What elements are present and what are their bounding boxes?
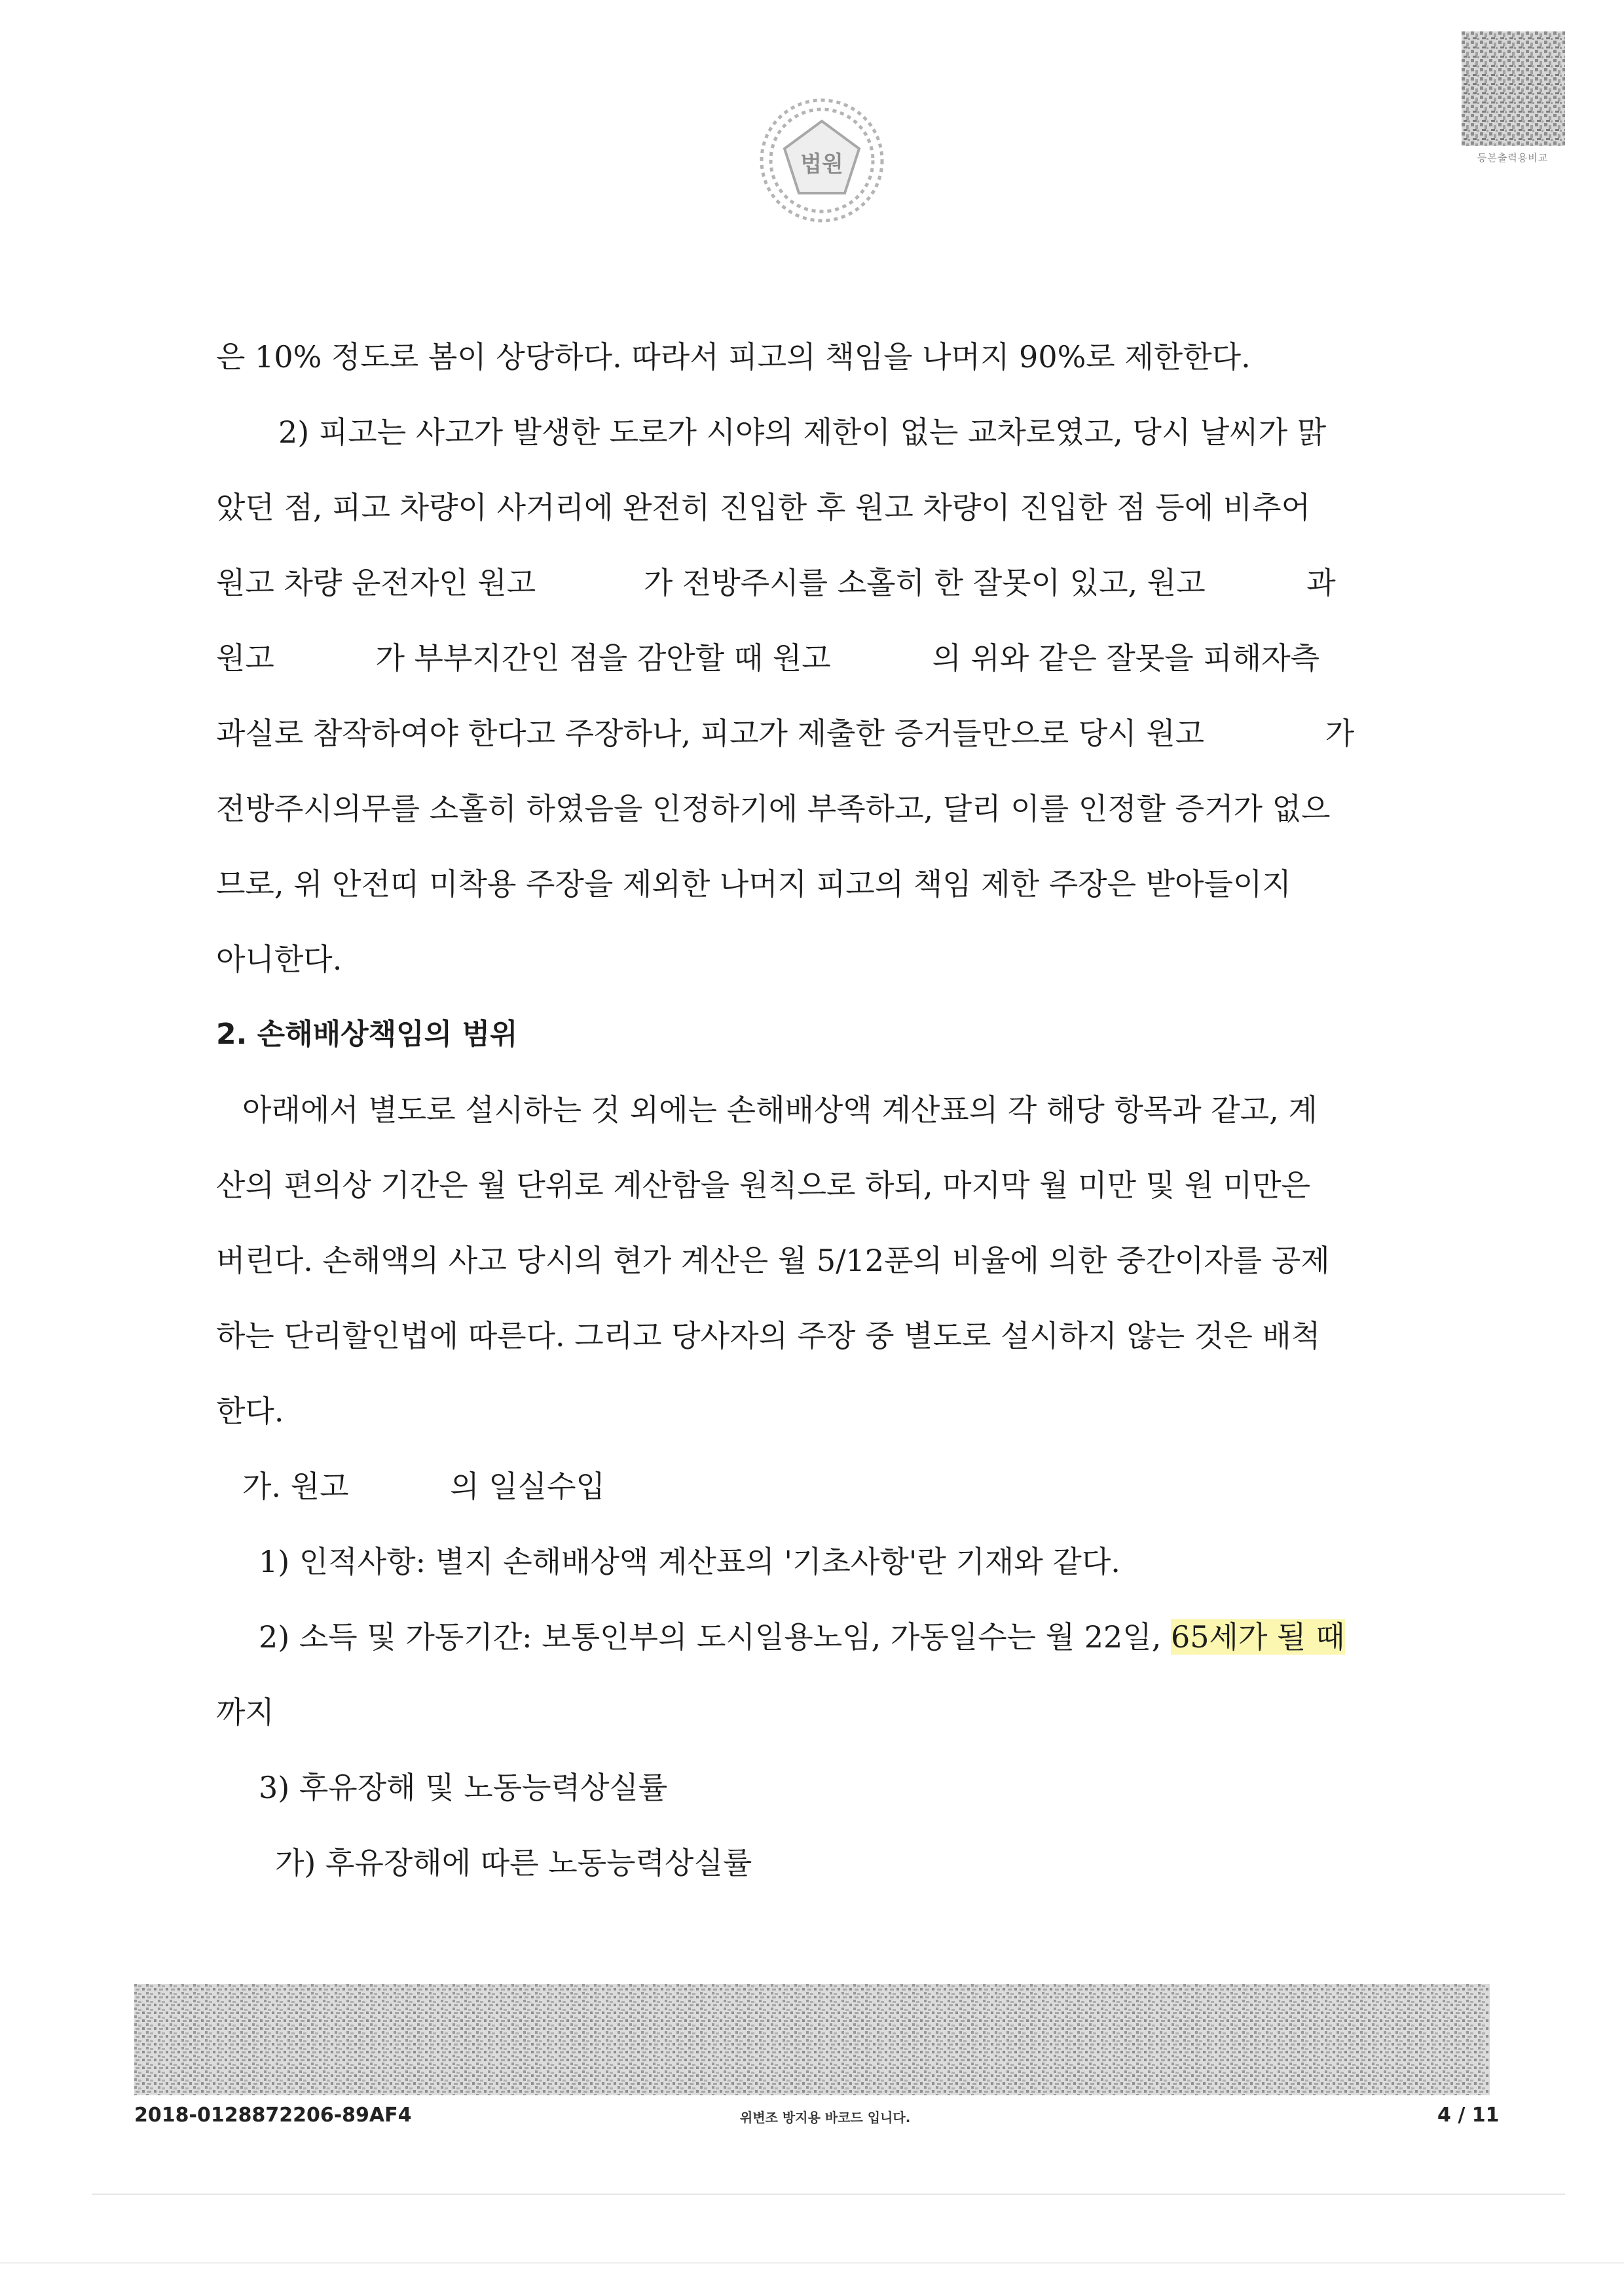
document-id: 2018-0128872206-89AF4 (134, 2104, 412, 2127)
body-line: 은 10% 정도로 봄이 상당하다. 따라서 피고의 책임을 나머지 90%로 제한한다. (216, 339, 1251, 375)
anti-forgery-barcode (134, 1984, 1490, 2095)
body-line: 버린다. 손해액의 사고 당시의 현가 계산은 월 5/12푼의 비율에 의한 중간이자를 공제 (216, 1243, 1330, 1278)
subsection-heading (242, 1467, 605, 1506)
highlighted-text: 65세가 될 때 (1171, 1619, 1345, 1655)
body-text: 가. 원고 (242, 1469, 359, 1504)
seal-text: 법원 (800, 151, 843, 177)
body-text: 가 (1325, 716, 1355, 751)
body-text: 원고 (216, 640, 284, 676)
body-text: 과실로 참작하여야 한다고 주장하나, 피고가 제출한 증거들만으로 당시 원고 (216, 716, 1214, 751)
body-line: 가) 후유장해에 따른 노동능력상실률 (275, 1845, 752, 1881)
body-line: 산의 편의상 기간은 월 단위로 계산함을 원칙으로 하되, 마지막 월 미만 및 원 미만은 (216, 1167, 1311, 1203)
body-text: 의 위와 같은 잘못을 피해자측 (932, 640, 1320, 676)
body-line (216, 714, 1354, 753)
redacted-name (284, 638, 376, 678)
body-text: 원고 차량 운전자인 원고 (216, 565, 545, 600)
redacted-name (358, 1467, 450, 1506)
body-line: 하는 단리할인법에 따른다. 그리고 당사자의 주장 중 별도로 설시하지 않는 것은 배척 (216, 1318, 1321, 1353)
body-line (259, 1617, 1345, 1657)
body-line: 았던 점, 피고 차량이 사거리에 완전히 진입한 후 원고 차량이 진입한 점 등에 비추어 (216, 490, 1311, 525)
barcode-note: 위변조 방지용 바코드 입니다. (740, 2110, 911, 2125)
section-heading: 2. 손해배상책임의 범위 (216, 1018, 518, 1051)
security-code-caption: 등본출력용비교 (1477, 152, 1549, 164)
redacted-name (1215, 563, 1306, 602)
body-text: 2) 소득 및 가동기간: 보통인부의 도시일용노임, 가동일수는 월 22일, (259, 1619, 1171, 1655)
body-line: 2) 피고는 사고가 발생한 도로가 시야의 제한이 없는 교차로였고, 당시 날씨가 맑 (278, 414, 1327, 450)
page-number: 4 / 11 (1437, 2104, 1500, 2127)
redacted-name (545, 563, 644, 602)
body-line: 므로, 위 안전띠 미착용 주장을 제외한 나머지 피고의 책임 제한 주장은 받아들이지 (216, 866, 1291, 902)
body-line (216, 638, 1320, 678)
body-line: 전방주시의무를 소홀히 하였음을 인정하기에 부족하고, 달리 이를 인정할 증거가 없으 (216, 791, 1331, 826)
body-line: 까지 (216, 1695, 274, 1730)
body-line: 아래에서 별도로 설시하는 것 외에는 손해배상액 계산표의 각 해당 항목과 같고, 계 (242, 1092, 1318, 1128)
divider (92, 2194, 1565, 2195)
redacted-name (840, 638, 932, 678)
body-text: 의 일실수입 (450, 1469, 605, 1504)
body-text: 과 (1306, 565, 1336, 600)
body-text: 가 전방주시를 소홀히 한 잘못이 있고, 원고 (643, 565, 1215, 600)
body-line: 한다. (216, 1393, 284, 1429)
body-line: 1) 인적사항: 별지 손해배상액 계산표의 '기초사항'란 기재와 같다. (259, 1544, 1120, 1579)
court-seal (756, 95, 887, 226)
body-line: 3) 후유장해 및 노동능력상실률 (259, 1770, 668, 1805)
redacted-name (1214, 714, 1325, 753)
body-text: 가 부부지간인 점을 감안할 때 원고 (375, 640, 841, 676)
security-code-image (1462, 31, 1565, 146)
divider (0, 2262, 1624, 2264)
body-line: 아니한다. (216, 942, 342, 977)
body-line (216, 563, 1336, 602)
